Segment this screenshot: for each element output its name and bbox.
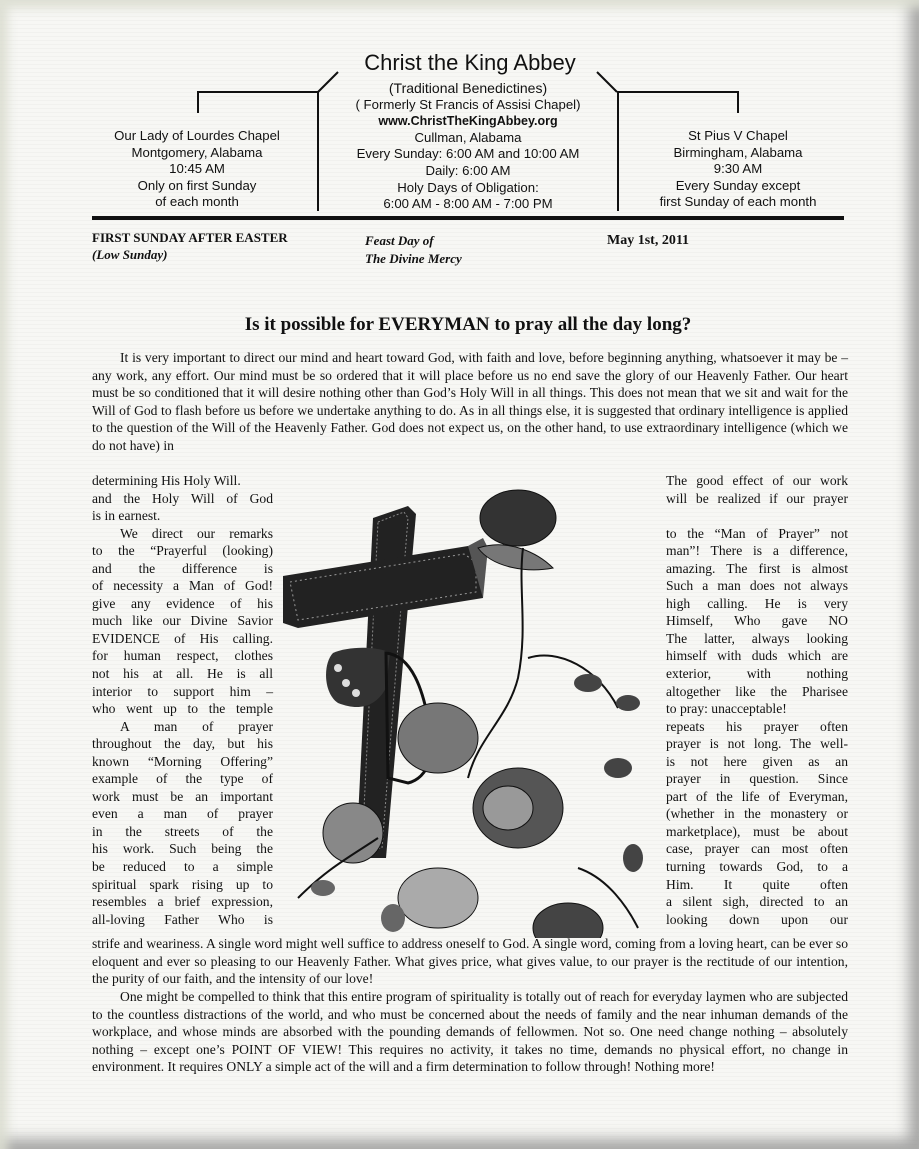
chapel-right-location: Birmingham, Alabama [673,144,803,160]
column-line: for human respect, clothes [92,648,273,664]
chapel-right-schedule: Every Sunday except [675,177,801,193]
column-line: example of the type of [92,771,273,787]
bracket-left-tick [197,91,199,113]
column-line: will be realized if our prayer [666,490,848,506]
column-line: work must be an important [92,788,273,804]
article-closing-text: One might be compelled to think that this entire program of spirituality is totally out of reach for everyday laymen who are subjected to the countless distractions of the world, and who must be concerned about the needs of family and the near inhuman demands of the workplace, and whose minds are absorbed with the pounding demands of fellowmen. Not so. One need change nothing – absolutely nothing – except one’s POINT OF VIEW! This requires no activity, it takes no time, demands no physical effort, no change in environment. It requires ONLY a simple act of the will and a firm determination to follow through! Nothing more! [92,989,848,1075]
article-headline: Is it possible for EVERYMAN to pray all the day long? [244,314,692,335]
column-line: interior to support him – [92,683,273,699]
cross-with-roses-illustration [278,478,662,938]
chapel-left-location: Montgomery, Alabama [131,144,263,160]
column-line: Him. It quite often [666,876,848,892]
chapel-left-schedule: Only on first Sunday [137,177,257,193]
column-line: who went up to the temple [92,701,273,717]
column-line: case, prayer can most often [666,841,848,857]
bracket-left-horizontal [197,91,319,93]
left-column [92,472,273,928]
article-closing [92,988,848,1076]
column-line: altogether like the Pharisee [666,683,848,699]
column-line: even a man of prayer [92,806,273,822]
bracket-right-tick [737,91,739,113]
issue-date: May 1st, 2011 [607,233,690,248]
column-line: looking down upon our [666,911,848,927]
abbey-former-name: ( Formerly St Francis of Assisi Chapel) [355,96,581,112]
abbey-title: Christ the King Abbey [364,50,576,75]
column-line: prayer in question. Since [666,771,848,787]
column-line: and the difference is [92,560,273,576]
column-line: turning towards God, to a [666,859,848,875]
column-line: repeats his prayer often [666,718,848,734]
column-line: to the “Prayerful (looking) [92,543,273,559]
feast-line-1: Feast Day of [365,233,434,248]
column-line: a silent sigh, directed to an [666,894,848,910]
column-line: Himself, Who gave NO [666,613,848,629]
chapel-left-name: Our Lady of Lourdes Chapel [114,128,280,143]
column-line: man”! There is a difference, [666,543,848,559]
column-line: The latter, always looking [666,630,848,646]
abbey-holy-days-label: Holy Days of Obligation: [397,179,539,195]
chapel-left-time: 10:45 AM [169,161,225,177]
column-line: to pray: unacceptable! [666,701,787,717]
abbey-holy-days-times: 6:00 AM - 8:00 AM - 7:00 PM [383,196,553,212]
column-line: part of the life of Everyman, [666,788,848,804]
column-line [666,507,848,525]
column-line: prayer is not long. The well- [666,736,848,752]
column-line: is not here given as an [666,753,848,769]
feast-line-2: The Divine Mercy [365,251,462,266]
column-line: and the Holy Will of God [92,490,273,506]
abbey-sunday-times: Every Sunday: 6:00 AM and 10:00 AM [356,146,580,162]
column-line: give any evidence of his [92,595,273,611]
bracket-right-horizontal [617,91,739,93]
abbey-subtitle: (Traditional Benedictines) [388,80,548,96]
chapel-right-time: 9:30 AM [713,161,763,177]
column-line: determining His Holy Will. [92,473,241,488]
column-line: (whether in the monastery or [666,806,848,822]
column-line: We direct our remarks [120,525,273,541]
column-line: himself with duds which are [666,648,848,664]
column-line: not his at all. He is all [92,666,273,682]
column-line: throughout the day, but his [92,736,273,752]
column-line: be reduced to a simple [92,859,273,875]
column-line: spiritual spark rising up to [92,876,273,892]
chapel-left-schedule-2: of each month [155,194,239,210]
column-line: high calling. He is very [666,595,848,611]
column-line: The good effect of our work [666,473,848,488]
column-line: of necessity a Man of God! [92,578,273,594]
abbey-daily-times: Daily: 6:00 AM [425,162,511,178]
occasion: FIRST SUNDAY AFTER EASTER [92,230,288,245]
header-rule [92,216,844,220]
column-line: known “Morning Offering” [92,753,273,769]
article-intro-text: It is very important to direct our mind and heart toward God, with faith and love, before beginning anything, whatsoever it may be – any work, any effort. Our mind must be so ordered that it will place before us no end save the glory of our Heavenly Father. Our heart must be so conditioned that it will desire nothing other than God’s Holy Will in all things. This does not mean that we sit and wait for the Will of God to flash before us before we undertake anything to do. As in all things else, it is suggested that ordinary intelligence is applied to the question of the Will of the Heavenly Father. God does not expect us, on the other hand, to use extraordinary intelligence (which we do not have) in [92,350,848,453]
column-line: A man of prayer [120,718,273,734]
chapel-right-schedule-2: first Sunday of each month [659,194,817,210]
right-column [666,472,848,928]
column-line: marketplace), must be about [666,823,848,839]
chapel-right-info [628,128,848,211]
column-line: is in earnest. [92,508,161,524]
article-intro [92,349,848,455]
column-line: to the “Man of Prayer” not [666,525,848,541]
column-line: in the streets of the [92,823,273,839]
abbey-website: www.ChristTheKingAbbey.org [378,114,558,129]
column-line: amazing. The first is almost [666,560,848,576]
chapel-left-info [92,128,302,211]
column-line: Such a man does not always [666,578,848,594]
column-line: resembles a brief expression, [92,894,273,910]
column-line: exterior, with nothing [666,666,848,682]
column-line: EVIDENCE of His calling. [92,630,273,646]
chapel-right-name: St Pius V Chapel [688,128,788,143]
column-line: his work. Such being the [92,841,273,857]
occasion-alt: (Low Sunday) [92,247,168,262]
column-line: all-loving Father Who is [92,911,273,927]
abbey-location: Cullman, Alabama [414,129,522,145]
article-continuation: strife and weariness. A single word might well suffice to address oneself to God. A single word, coming from a loving heart, can be ever so eloquent and ever so pleasing to our Heavenly Father. What gives price, what gives value, to our prayer is the rectitude of our intention, the purity of our faith, and the intensity of our love! [92,936,848,987]
column-line: much like our Divine Savior [92,613,273,629]
abbey-info [318,80,618,213]
